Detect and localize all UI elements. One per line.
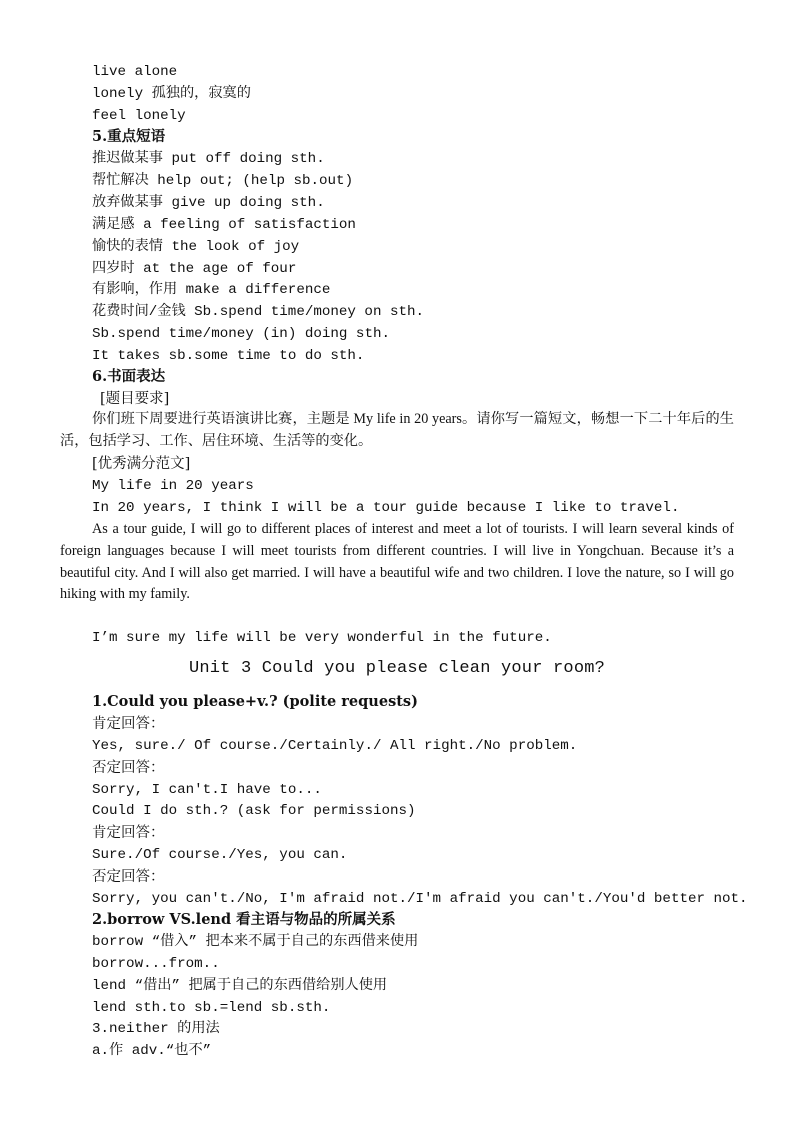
neither-usage-a: a.作 adv.“也不” xyxy=(92,1043,212,1059)
phrase-line: 花费时间/金钱 Sb.spend time/money on sth. xyxy=(92,304,425,320)
phrase-line: Sb.spend time/money (in) doing sth. xyxy=(92,326,390,342)
essay-paragraph: As a tour guide, I will go to different places of interest and meet a lot of tourists. I will learn several kinds of foreign languages because I will meet tourists from different countries. I will live in Yongchuan. Because it’s a beautiful city. And I will also get married. I will have a beautiful wife and two children. I love the nature, so I will go hiking with my family. xyxy=(60,521,734,603)
phrase-line: 推迟做某事 put off doing sth. xyxy=(92,151,325,167)
phrase-line: 放弃做某事 give up doing sth. xyxy=(92,195,325,211)
answer-label: 否定回答： xyxy=(92,869,165,885)
answer-line: Sure./Of course./Yes, you can. xyxy=(92,847,348,863)
phrase-line: It takes sb.some time to do sth. xyxy=(92,348,365,364)
section-6-heading: 6.书面表达 xyxy=(92,368,166,385)
lend-pattern: lend sth.to sb.=lend sb.sth. xyxy=(92,1000,331,1016)
essay-paragraph: In 20 years, I think I will be a tour guide because I like to travel. xyxy=(92,500,680,516)
borrow-pattern: borrow...from.. xyxy=(92,956,220,972)
answer-label: 肯定回答： xyxy=(92,825,165,841)
phrase-line: 帮忙解决 help out; (help sb.out) xyxy=(92,173,354,189)
requirement-label: [题目要求] xyxy=(100,391,170,407)
answer-line: Yes, sure./ Of course./Certainly./ All right./No problem. xyxy=(92,738,578,754)
phrase-line: 四岁时 at the age of four xyxy=(92,261,297,277)
borrow-definition: borrow “借入” 把本来不属于自己的东西借来使用 xyxy=(92,934,419,950)
answer-line: Sorry, I can't.I have to... xyxy=(92,782,322,798)
essay-title: My life in 20 years xyxy=(92,478,254,494)
sample-label: [优秀满分范文] xyxy=(92,456,191,472)
answer-label: 肯定回答： xyxy=(92,716,165,732)
point-1-heading: 1.Could you please+v.? (polite requests) xyxy=(92,693,418,710)
section-5-heading: 5.重点短语 xyxy=(92,128,166,145)
phrase-line: 愉快的表情 the look of joy xyxy=(92,239,300,255)
point-3-heading: 3.neither 的用法 xyxy=(92,1021,220,1037)
answer-label: 否定回答： xyxy=(92,760,165,776)
vocab-line: lonely 孤独的，寂寞的 xyxy=(92,86,251,102)
answer-line: Sorry, you can't./No, I'm afraid not./I'm afraid you can't./You'd better not. xyxy=(92,891,748,907)
lend-definition: lend “借出” 把属于自己的东西借给别人使用 xyxy=(92,978,388,994)
unit-title: Unit 3 Could you please clean your room? xyxy=(188,659,606,678)
vocab-line: feel lonely xyxy=(92,108,186,124)
requirement-text: 你们班下周要进行英语演讲比赛，主题是 My life in 20 years。请你写一篇短文，畅想一下二十年后的生活，包括学习、工作、居住环境、生活等的变化。 xyxy=(60,411,734,449)
essay-paragraph: I’m sure my life will be very wonderful in the future. xyxy=(92,630,552,646)
phrase-line: 有影响，作用 make a difference xyxy=(92,282,331,298)
permission-line: Could I do sth.? (ask for permissions) xyxy=(92,803,416,819)
phrase-line: 满足感 a feeling of satisfaction xyxy=(92,217,356,233)
vocab-line: live alone xyxy=(92,64,178,80)
point-2-heading: 2.borrow VS.lend 看主语与物品的所属关系 xyxy=(92,911,396,928)
